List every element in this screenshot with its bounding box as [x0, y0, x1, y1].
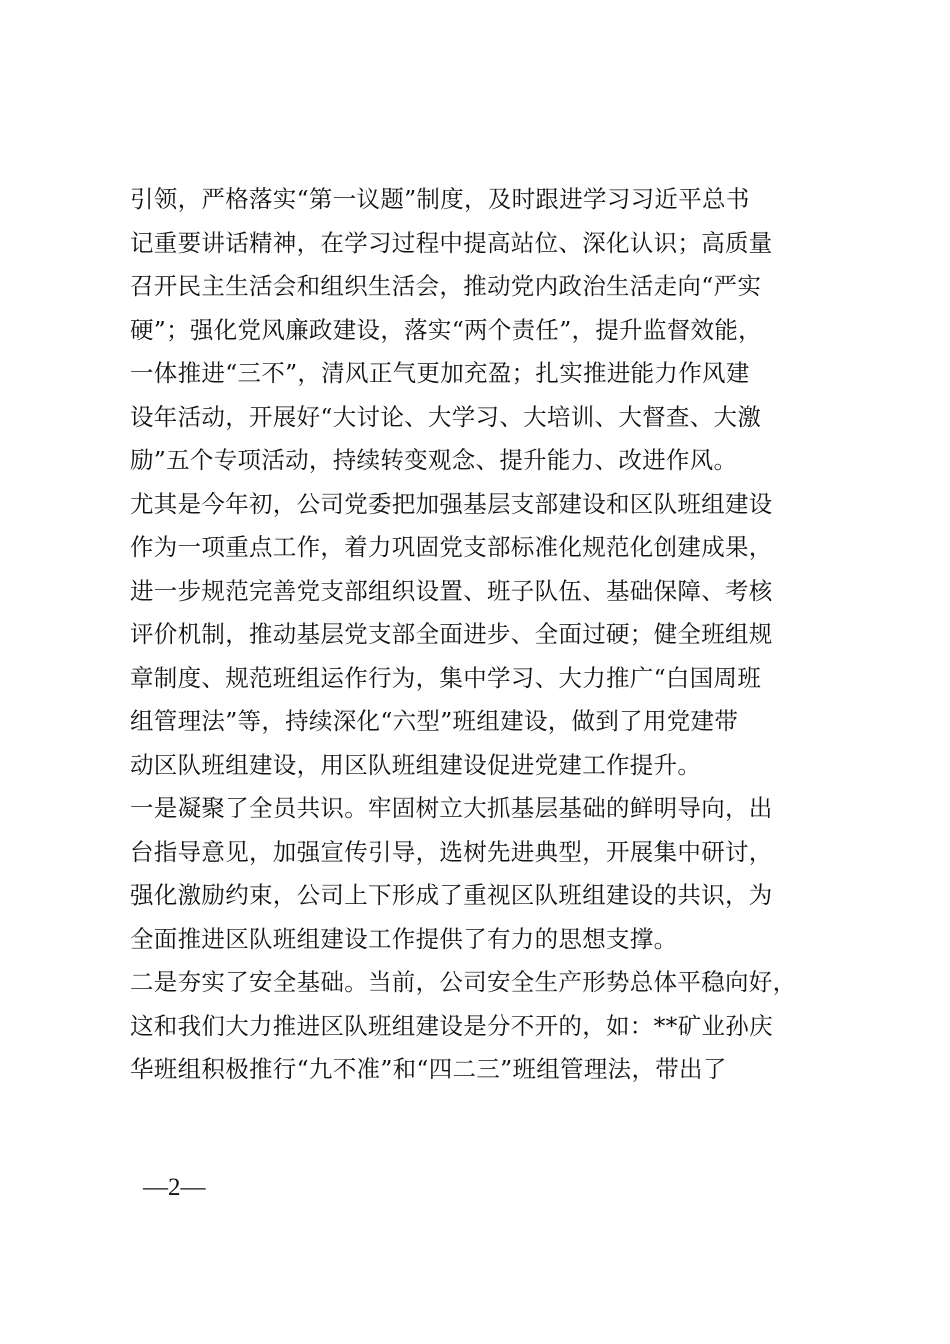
- text-line: 组管理法”等，持续深化“六型”班组建设，做到了用党建带: [130, 707, 739, 735]
- text-line: 一体推进“三不”，清风正气更加充盈；扎实推进能力作风建: [130, 359, 750, 387]
- text-line: 动区队班组建设，用区队班组建设促进党建工作提升。: [130, 750, 702, 779]
- text-line: 进一步规范完善党支部组织设置、班子队伍、基础保障、考核: [130, 576, 773, 605]
- text-line: 召开民主生活会和组织生活会，推动党内政治生活走向“严实: [130, 272, 762, 300]
- text-line: 一是凝聚了全员共识。牢固树立大抓基层基础的鲜明导向，出: [130, 794, 773, 822]
- text-line: 华班组积极推行“九不准”和“四二三”班组管理法，带出了: [130, 1055, 727, 1083]
- text-line: 作为一项重点工作，着力巩固党支部标准化规范化创建成果，: [130, 533, 773, 561]
- text-line: 这和我们大力推进区队班组建设是分不开的，如：**矿业孙庆: [130, 1011, 773, 1040]
- text-line: 引领，严格落实“第一议题”制度，及时跟进学习习近平总书: [130, 185, 750, 213]
- text-line: 章制度、规范班组运作行为，集中学习、大力推广“白国周班: [130, 663, 762, 692]
- text-line: 评价机制，推动基层党支部全面进步、全面过硬；健全班组规: [130, 620, 773, 648]
- text-line: 全面推进区队班组建设工作提供了有力的思想支撑。: [130, 924, 678, 953]
- text-line: 记重要讲话精神，在学习过程中提高站位、深化认识；高质量: [130, 228, 773, 257]
- text-line: 设年活动，开展好“大讨论、大学习、大培训、大督查、大激: [130, 402, 762, 431]
- text-line: 励”五个专项活动，持续转变观念、提升能力、改进作风。: [130, 446, 738, 474]
- text-line: 尤其是今年初，公司党委把加强基层支部建设和区队班组建设: [130, 489, 773, 518]
- text-line: 强化激励约束，公司上下形成了重视区队班组建设的共识，为: [130, 881, 773, 909]
- page-number: —2—: [143, 1174, 206, 1201]
- text-line: 二是夯实了安全基础。当前，公司安全生产形势总体平稳向好，: [130, 968, 797, 996]
- body-text: [130, 178, 850, 1092]
- text-line: 台指导意见，加强宣传引导，选树先进典型，开展集中研讨，: [130, 837, 773, 866]
- text-line: 硬”；强化党风廉政建设，落实“两个责任”，提升监督效能，: [130, 315, 762, 344]
